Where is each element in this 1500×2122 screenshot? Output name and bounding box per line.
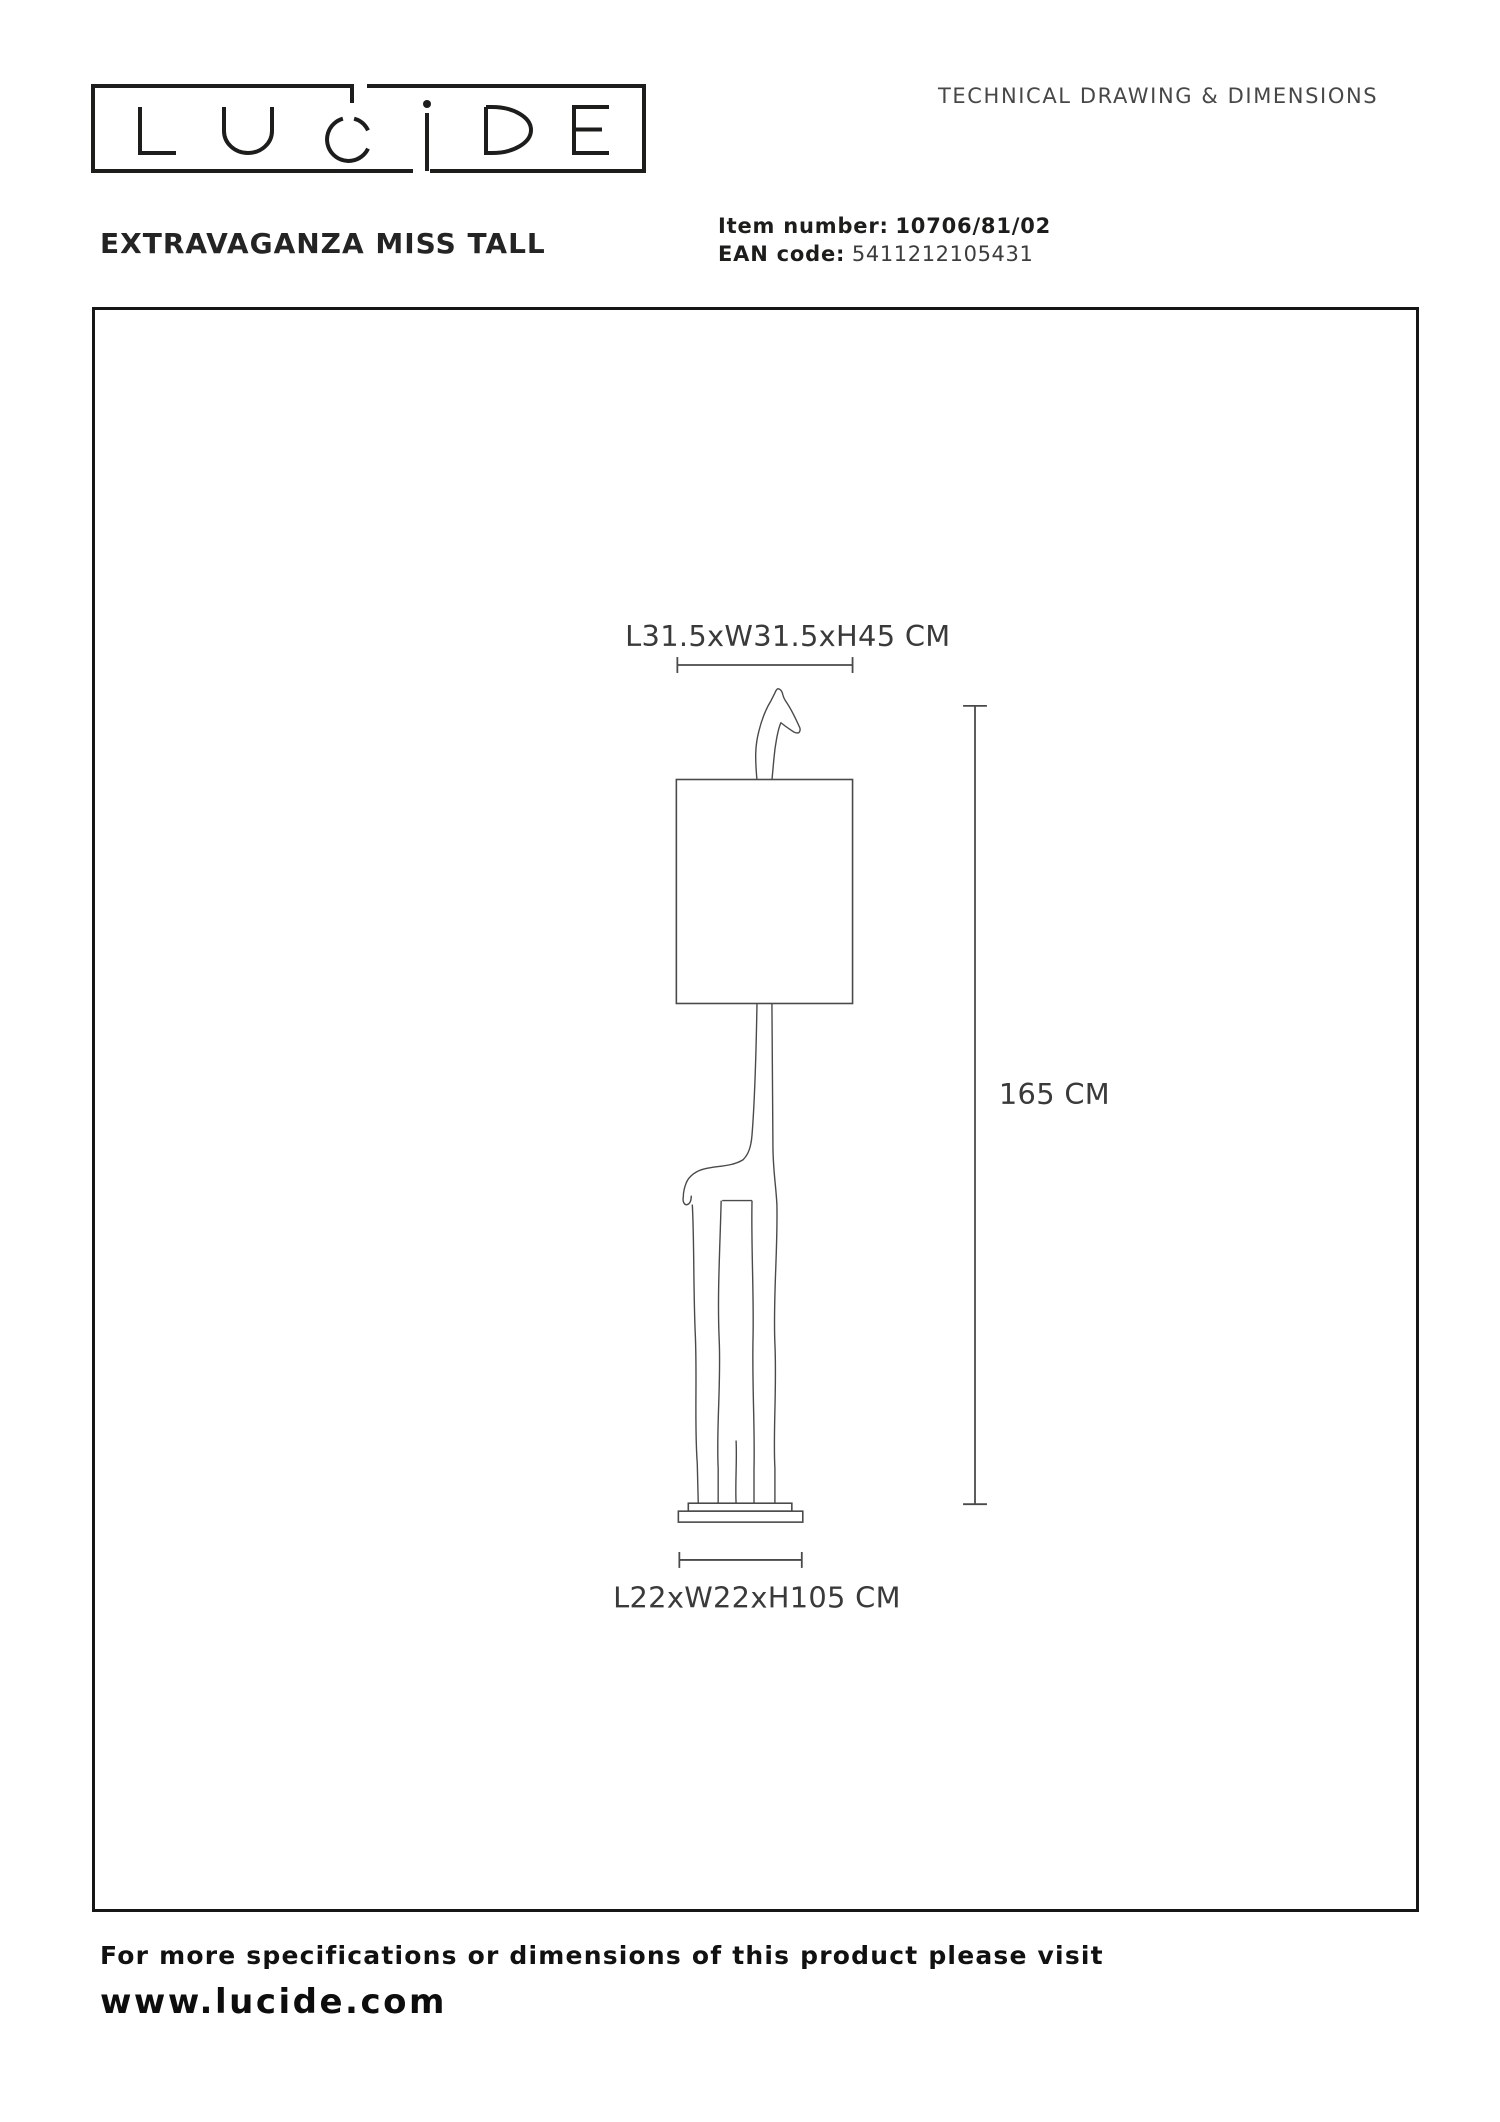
shade-dimension-label: L31.5xW31.5xH45 CM [625,619,951,654]
item-number-label: Item number: [718,214,889,238]
logo-letter-c [327,119,368,161]
dimension-line-height [963,706,987,1504]
base-dimension-label: L22xW22xH105 CM [613,1580,901,1615]
item-number-value: 10706/81/02 [895,214,1052,238]
lamp-shade [676,779,852,1003]
dimension-line-top [677,657,852,673]
logo-letter-u [224,107,272,153]
giraffe-head-neck [756,689,800,781]
ean-value: 5411212105431 [851,242,1034,266]
ean-label: EAN code: [718,242,846,266]
dimension-line-bottom [679,1552,801,1568]
item-info-block [718,212,1051,268]
lucide-logo [88,80,652,178]
product-name: EXTRAVAGANZA MISS TALL [100,227,546,260]
logo-letter-l [140,107,176,153]
drawing-frame [92,307,1419,1912]
logo-letter-d [486,107,531,153]
item-number-row [718,212,1051,240]
doc-title: TECHNICAL DRAWING & DIMENSIONS [938,84,1379,108]
website-link[interactable]: www.lucide.com [100,1982,447,2022]
lamp-base [678,1503,802,1522]
logo-letter-e [574,107,609,153]
ean-row [718,240,1051,268]
giraffe-body [683,1003,777,1503]
giraffe-lamp-drawing [95,310,1416,1909]
footer-note: For more specifications or dimensions of this product please visit [100,1941,1104,1970]
logo-letter-i-dot [423,100,431,108]
height-dimension-label: 165 CM [998,1077,1111,1112]
